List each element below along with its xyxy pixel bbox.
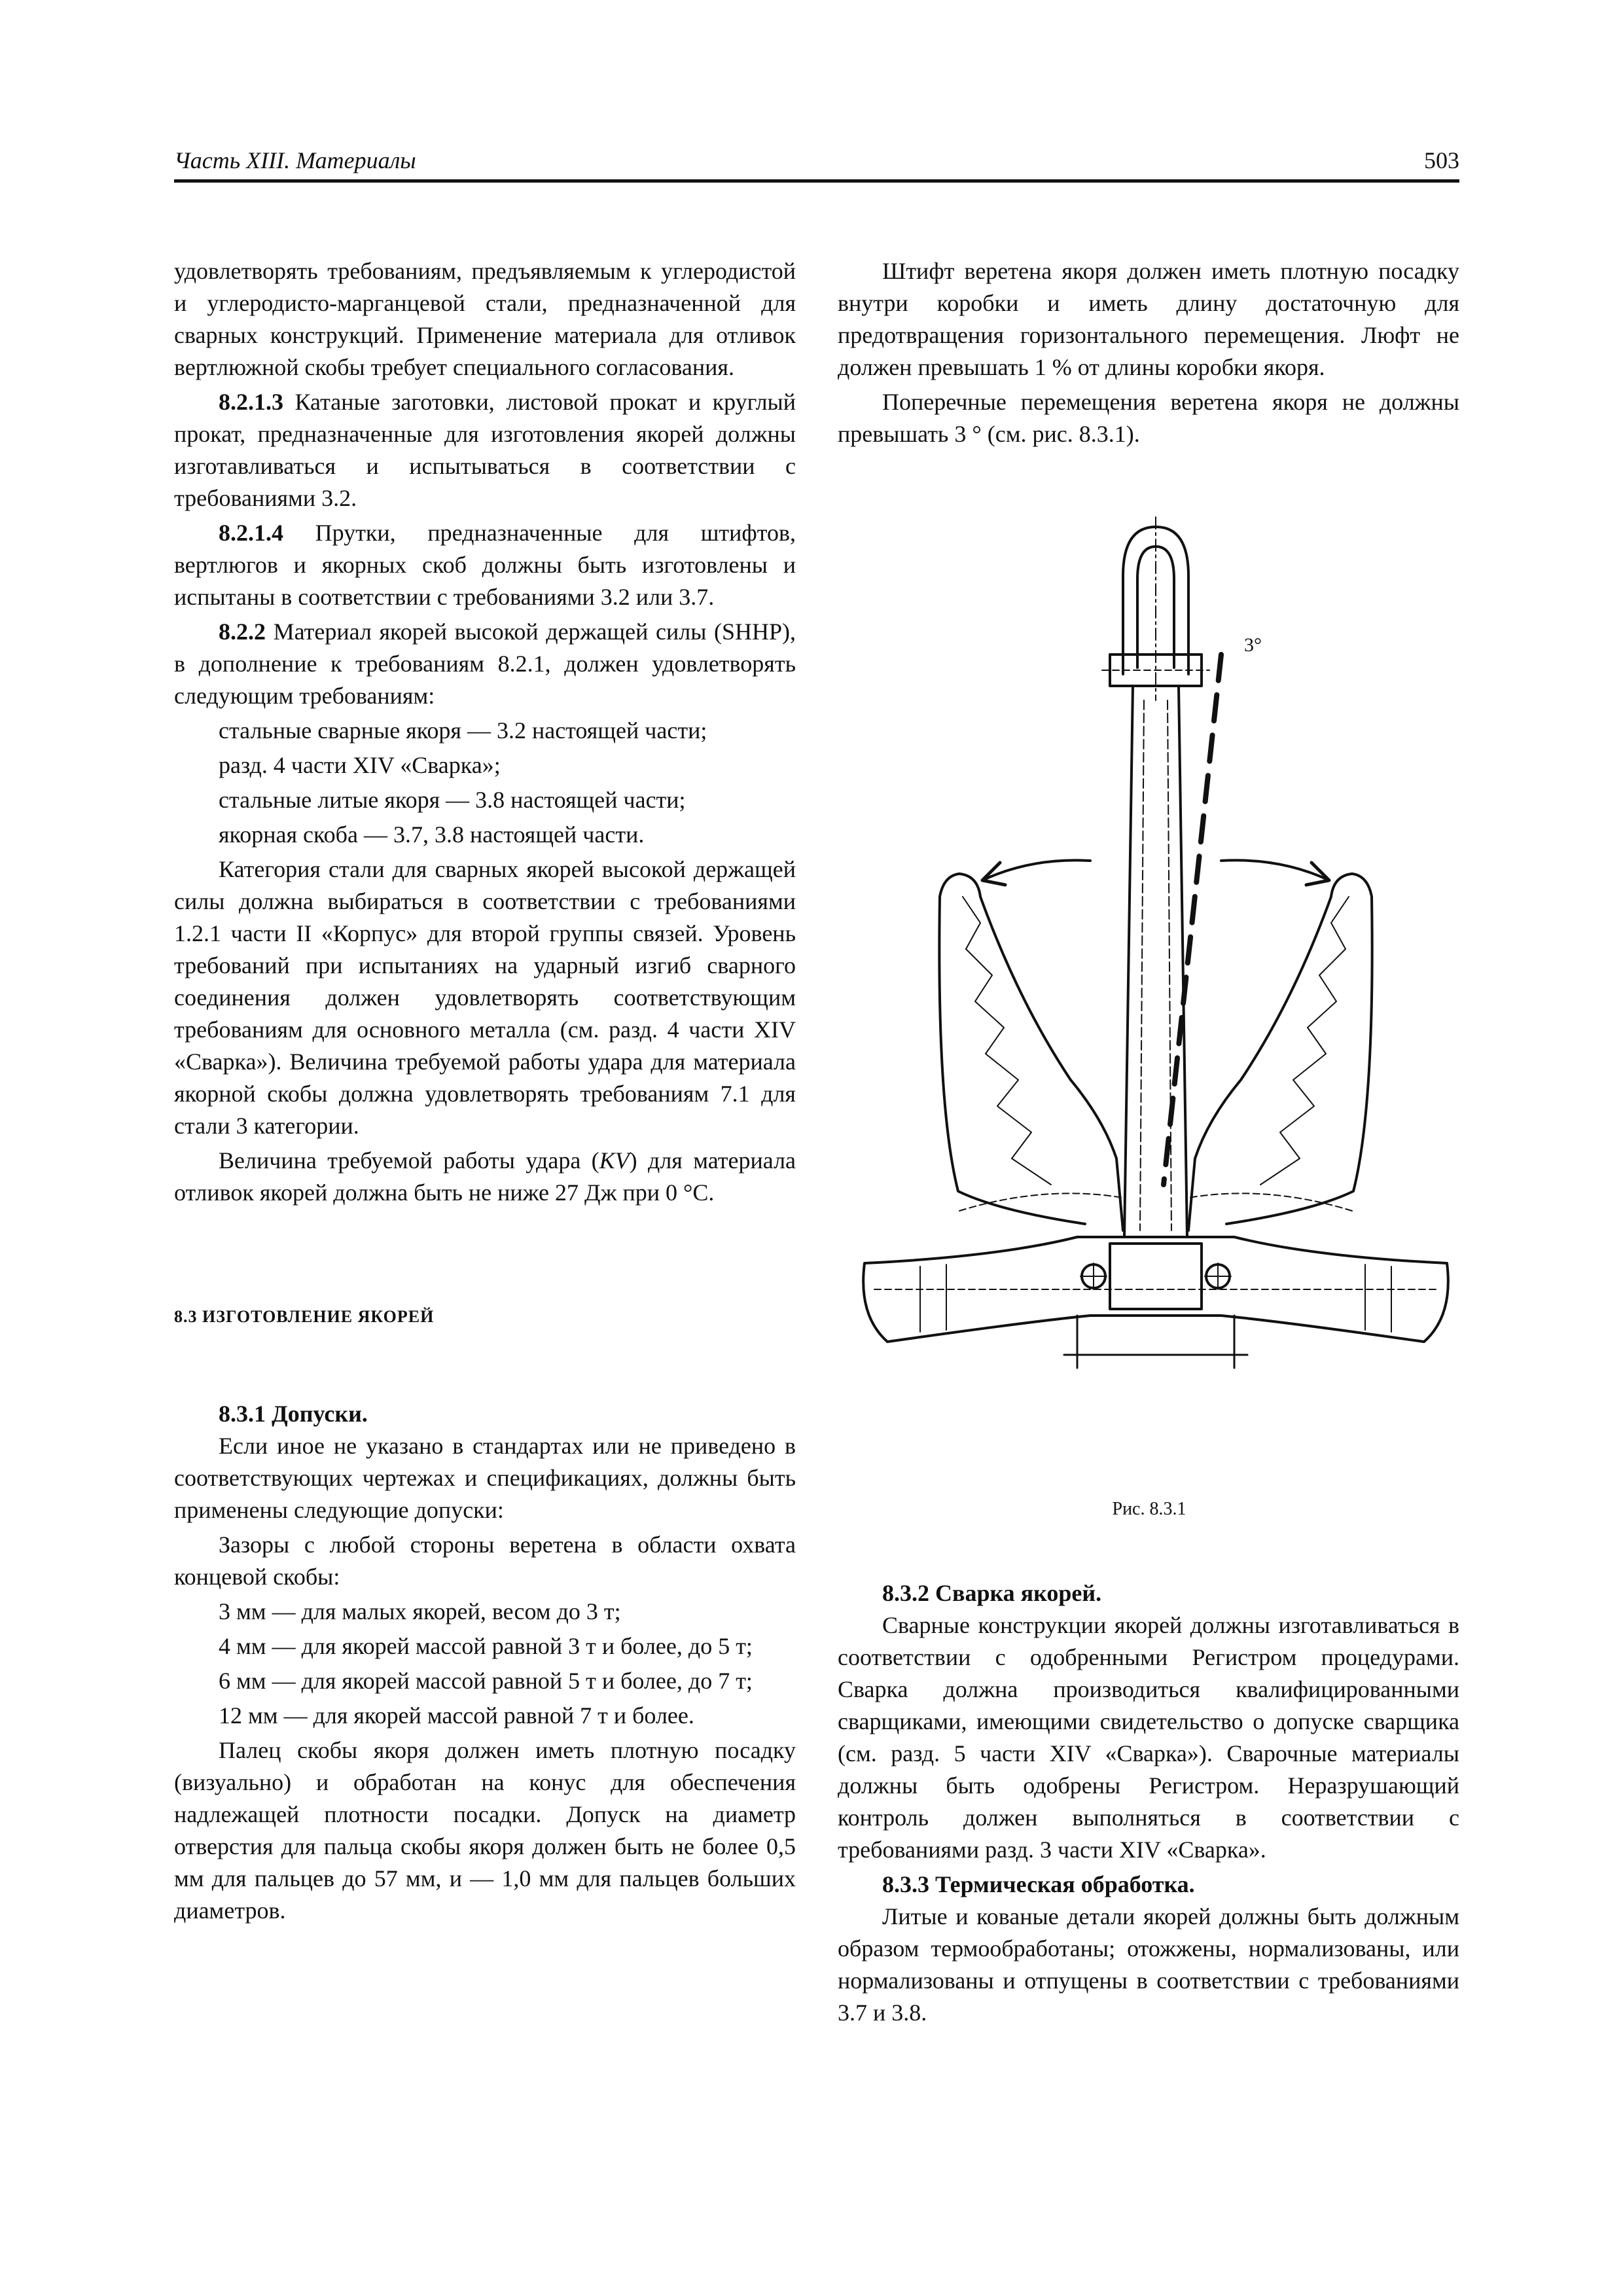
paragraph-8-2-1-4: 8.2.1.4 Прутки, предназначенные для штифтов, вертлюгов и якорных скоб должны быть изготовлены и испытаны в соответствии с требованиями 3.2 или 3.7.: [174, 520, 796, 610]
clause-number: 8.2.2: [219, 619, 266, 645]
tolerance-item: 6 мм — для якорей массой равной 5 т и более, до 7 т;: [219, 1668, 753, 1694]
paragraph: Сварные конструкции якорей должны изготавливаться в соответствии с одобренными Регистром процедурами. Сварка должна производиться квалифицированными сварщиками, имеющими свидетельство о допуске сварщика (см. разд. 5 части XIV «Сварка»). Сварочные материалы должны быть одобрены Регистром. Неразрушающий контроль должен выполняться в соответствии с требованиями разд. 3 части XIV «Сварка».: [838, 1612, 1459, 1863]
anchor-figure: [829, 504, 1470, 1538]
figure-caption: Рис. 8.3.1: [1112, 1499, 1186, 1519]
left-column: [174, 255, 796, 1927]
kv-symbol: KV: [599, 1147, 630, 1174]
paragraph: удовлетворять требованиям, предъявляемым к углеродистой и углеродисто-марганцевой стали, предназначенной для сварных конструкций. Применение материала для отливок вертлюжной скобы требует специального согласования.: [174, 258, 796, 380]
clause-number: 8.2.1.3: [219, 389, 283, 415]
fluke-left: [939, 874, 1123, 1230]
paragraph: Категория стали для сварных якорей высокой держащей силы должна выбираться в соответствии с требованиями 1.2.1 части II «Корпус» для второй группы связей. Уровень требований при испытаниях на ударный изгиб сварного соединения должен удовлетворять соответствующим требованиям для основного металла (см. разд. 4 части XIV «Сварка»). Величина требуемой работы удара для материала якорной скобы должна удовлетворять требованиям 7.1 для стали 3 категории.: [174, 856, 796, 1139]
tolerance-item: 12 мм — для якорей массой равной 7 т и более.: [219, 1702, 694, 1729]
fluke-right: [1188, 874, 1372, 1230]
section-title: 8.3 ИЗГОТОВЛЕНИЕ ЯКОРЕЙ: [174, 1307, 435, 1326]
anchor-drawing: [829, 504, 1470, 1486]
list-item: стальные сварные якоря — 3.2 настоящей части;: [219, 717, 707, 744]
paragraph: Поперечные перемещения веретена якоря не должны превышать 3 ° (см. рис. 8.3.1).: [838, 389, 1459, 447]
paragraph-8-2-1-3: 8.2.1.3 Катаные заготовки, листовой прокат и круглый прокат, предназначенные для изготовления якорей должны изготавливаться и испытываться в соответствии с требованиями 3.2.: [174, 389, 796, 511]
right-column-lower: [838, 1577, 1459, 2029]
paragraph: Если иное не указано в стандартах или не приведено в соответствующих чертежах и спецификациях, должны быть применены следующие допуски:: [174, 1433, 796, 1523]
tolerance-item: 3 мм — для малых якорей, весом до 3 т;: [219, 1598, 621, 1624]
paragraph: Штифт веретена якоря должен иметь плотную посадку внутри коробки и иметь длину достаточную для предотвращения горизонтального перемещения. Люфт не должен превышать 1 % от длины коробки якоря.: [838, 258, 1459, 380]
list-item: якорная скоба — 3.7, 3.8 настоящей части.: [219, 821, 645, 848]
list-item: разд. 4 части XIV «Сварка»;: [219, 752, 501, 778]
tolerance-item: 4 мм — для якорей массой равной 3 т и более, до 5 т;: [219, 1633, 753, 1659]
right-column: [838, 255, 1459, 450]
paragraph-kv: Величина требуемой работы удара (KV) для материала отливок якорей должна быть не ниже 27 Дж при 0 °С.: [174, 1147, 796, 1206]
deflection-line: [1164, 655, 1221, 1185]
angle-label: 3°: [1244, 634, 1262, 656]
heading-8-3-1: 8.3.1 Допуски.: [219, 1401, 368, 1427]
list-item: стальные литые якоря — 3.8 настоящей части;: [219, 787, 686, 813]
paragraph: Палец скобы якоря должен иметь плотную посадку (визуально) и обработан на конус для обеспечения надлежащей плотности посадки. Допуск на диаметр отверстия для пальца скобы якоря должен быть не более 0,5 мм для пальцев до 57 мм, и — 1,0 мм для пальцев больших диаметров.: [174, 1737, 796, 1924]
paragraph-8-2-2: 8.2.2 Материал якорей высокой держащей силы (SHHP), в дополнение к требованиям 8.2.1, должен удовлетворять следующим требованиям:: [174, 619, 796, 709]
heading-8-3-2: 8.3.2 Сварка якорей.: [882, 1580, 1102, 1606]
paragraph: Зазоры с любой стороны веретена в области охвата концевой скобы:: [174, 1532, 796, 1590]
shank: [1124, 686, 1187, 1237]
page-header: [174, 140, 1459, 183]
page-number: 503: [1424, 147, 1459, 173]
crown-box: [1110, 1244, 1202, 1309]
running-title: Часть XIII. Материалы: [174, 147, 416, 173]
heading-8-3-3: 8.3.3 Термическая обработка.: [882, 1871, 1195, 1897]
paragraph: Литые и кованые детали якорей должны быть должным образом термообработаны; отожжены, нормализованы, или нормализованы и отпущены в соответствии с требованиями 3.7 и 3.8.: [838, 1903, 1459, 2026]
clause-number: 8.2.1.4: [219, 520, 283, 546]
